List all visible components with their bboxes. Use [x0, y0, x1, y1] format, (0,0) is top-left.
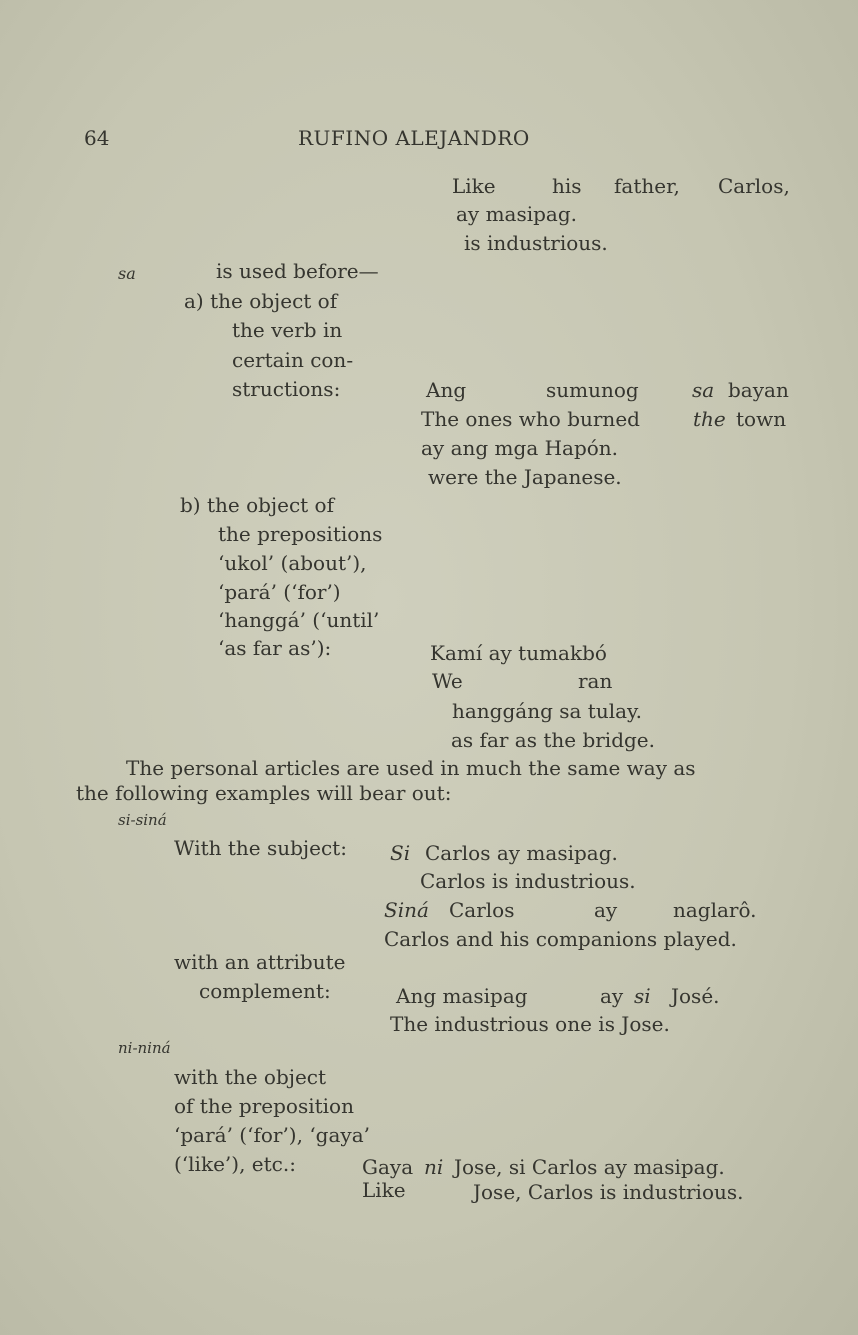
si-subject-label: With the subject: [174, 836, 347, 860]
si-ex3-ang-masipag: Ang masipag [396, 984, 528, 1008]
si-ex2-naglaro: naglarô. [673, 898, 757, 922]
sa-ex-a-the: the [693, 407, 726, 431]
sa-a-line4: structions: [232, 377, 341, 401]
sa-b-line1: b) the object of [180, 493, 334, 517]
top-example-line2: ay masipag. [456, 202, 578, 226]
term-ni-nina: ni-niná [118, 1039, 171, 1057]
ni-trans-like: Like [362, 1178, 406, 1202]
si-ex2-trans: Carlos and his companions played. [384, 927, 737, 951]
sa-ex-b-ran: ran [578, 669, 613, 693]
running-title: RUFINO ALEJANDRO [298, 126, 530, 150]
sa-a-line2: the verb in [232, 318, 343, 342]
top-example-carlos: Carlos, [718, 174, 790, 198]
term-si-sina: si-siná [118, 811, 167, 829]
ni-trans-rest: Jose, Carlos is industrious. [473, 1180, 744, 1204]
top-example-line3: is industrious. [464, 231, 608, 255]
si-ex3-trans: The industrious one is Jose. [390, 1012, 670, 1036]
ni-line3: ‘pará’ (‘for’), ‘gaya’ [174, 1123, 370, 1147]
sa-ex-a-sa: sa [692, 378, 715, 402]
si-ex2-ay: ay [594, 898, 618, 922]
ni-line4: (‘like’), etc.: [174, 1152, 296, 1176]
ni-line2: of the preposition [174, 1094, 354, 1118]
si-attr-label2: complement: [199, 979, 331, 1003]
sa-b-line6: ‘as far as’): [218, 636, 332, 660]
si-ex2-sina: Siná [384, 898, 429, 922]
sa-ex-a-line3: ay ang mga Hapón. [421, 436, 619, 460]
sa-ex-a-ang: Ang [426, 378, 467, 402]
sa-ex-b-we: We [432, 669, 463, 693]
si-ex2-carlos: Carlos [449, 898, 515, 922]
si-ex1-rest: Carlos ay masipag. [425, 841, 618, 865]
sa-intro: is used before— [216, 259, 379, 283]
ni-line1: with the object [174, 1065, 327, 1089]
top-example-his: his [552, 174, 582, 198]
si-ex3-jose: José. [671, 984, 720, 1008]
sa-a-line1: a) the object of [184, 289, 338, 313]
sa-ex-b-line1: Kamí ay tumakbó [430, 641, 607, 665]
ni-ex-ni: ni [424, 1155, 444, 1179]
si-ex3-ay: ay [600, 984, 624, 1008]
si-ex1-trans: Carlos is industrious. [420, 869, 636, 893]
sa-ex-b-line3: hanggáng sa tulay. [452, 699, 643, 723]
paragraph-line1: The personal articles are used in much the same way as [126, 756, 696, 780]
sa-ex-a-bayan: bayan [728, 378, 789, 402]
ni-ex-gaya: Gaya [362, 1155, 414, 1179]
sa-ex-b-line4: as far as the bridge. [451, 728, 656, 752]
top-example-like: Like [452, 174, 496, 198]
ni-ex-rest: Jose, si Carlos ay masipag. [454, 1155, 725, 1179]
sa-b-line3: ‘ukol’ (about’), [218, 551, 367, 575]
sa-b-line5: ‘hanggá’ (‘until’ [218, 608, 380, 632]
si-ex1-si: Si [390, 841, 411, 865]
si-ex3-si: si [634, 984, 651, 1008]
sa-b-line4: ‘pará’ (‘for’) [218, 580, 341, 604]
sa-ex-a-line4: were the Japanese. [428, 465, 622, 489]
top-example-father: father, [614, 174, 680, 198]
sa-a-line3: certain con- [232, 348, 354, 372]
sa-ex-a-town: town [736, 407, 787, 431]
term-sa: sa [118, 264, 136, 283]
sa-ex-a-trans1: The ones who burned [421, 407, 640, 431]
si-attr-label1: with an attribute [174, 950, 346, 974]
paragraph-line2: the following examples will bear out: [76, 781, 452, 805]
page-number: 64 [84, 126, 110, 150]
sa-ex-a-sumunog: sumunog [546, 378, 639, 402]
sa-b-line2: the prepositions [218, 522, 383, 546]
